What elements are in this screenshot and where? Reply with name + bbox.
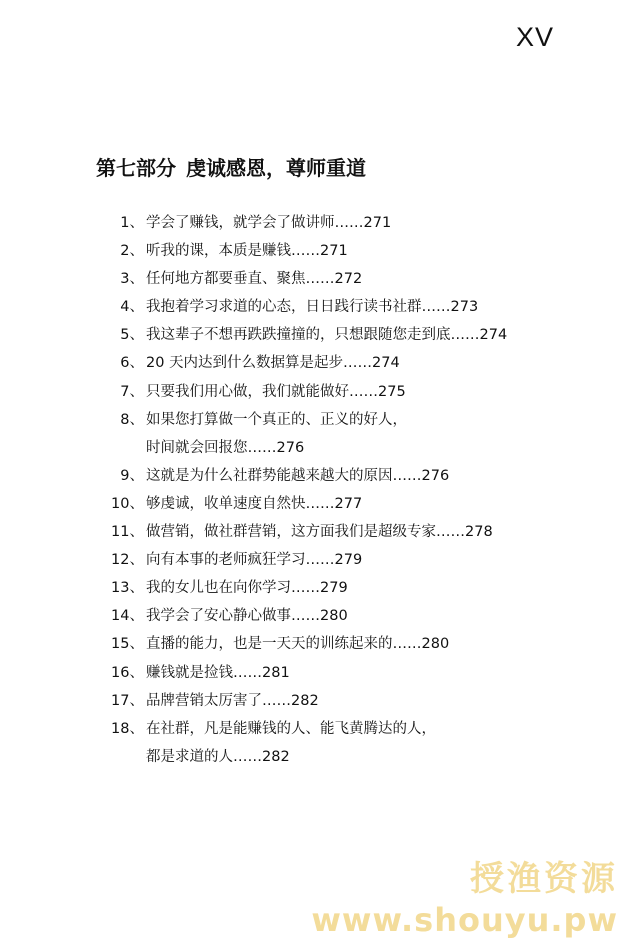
toc-entry-number: 8、 bbox=[120, 411, 144, 428]
toc-entry bbox=[0, 209, 628, 237]
toc-entry-text: 时间就会回报您……276 bbox=[146, 439, 305, 456]
toc-entry-text: 我这辈子不想再跌跌撞撞的，只想跟随您走到底……274 bbox=[146, 327, 508, 344]
section-part: 第七部分 bbox=[96, 156, 176, 180]
toc-entry-text: 都是求道的人……282 bbox=[146, 748, 290, 765]
toc-entry-text: 在社群，凡是能赚钱的人、能飞黄腾达的人， bbox=[146, 720, 436, 737]
toc-entry-text: 这就是为什么社群势能越来越大的原因……276 bbox=[146, 467, 450, 484]
toc-entry-text: 如果您打算做一个真正的、正义的好人， bbox=[146, 411, 407, 428]
toc-entry bbox=[0, 293, 628, 321]
toc-entry-number: 17、 bbox=[111, 692, 144, 709]
toc-entry-number: 3、 bbox=[120, 271, 144, 288]
toc-entry-text: 直播的能力，也是一天天的训练起来的……280 bbox=[146, 636, 450, 653]
toc-entry-text: 任何地方都要垂直、聚焦……272 bbox=[146, 271, 363, 288]
toc-entry-text: 做营销，做社群营销，这方面我们是超级专家……278 bbox=[146, 524, 493, 541]
toc-entry bbox=[0, 406, 628, 434]
toc-entry-number: 15、 bbox=[111, 636, 144, 653]
toc-entry-text: 只要我们用心做，我们就能做好……275 bbox=[146, 383, 406, 400]
toc-entry-number: 10、 bbox=[111, 495, 144, 512]
toc-entry-number: 11、 bbox=[111, 524, 144, 541]
toc-entry-number: 1、 bbox=[120, 215, 144, 231]
toc-entry-text: 20 天内达到什么数据算是起步……274 bbox=[146, 355, 400, 372]
toc-entry bbox=[0, 630, 628, 658]
toc-entry-number: 6、 bbox=[120, 355, 144, 372]
toc-entry-continuation bbox=[0, 743, 628, 771]
toc-entry-text: 品牌营销太厉害了……282 bbox=[146, 692, 319, 709]
watermark-url: www.shouyu.pw bbox=[311, 901, 618, 939]
toc-entry-text: 学会了赚钱，就学会了做讲师……271 bbox=[146, 215, 392, 231]
toc-entry-text: 听我的课，本质是赚钱……271 bbox=[146, 243, 348, 260]
toc-entry-text: 向有本事的老师疯狂学习……279 bbox=[146, 552, 363, 569]
toc-entry bbox=[0, 659, 628, 687]
toc-entry-number: 9、 bbox=[120, 467, 144, 484]
toc-entry bbox=[0, 546, 628, 574]
toc-entry-number: 5、 bbox=[120, 327, 144, 344]
toc-entry-text: 我抱着学习求道的心态，日日践行读书社群……273 bbox=[146, 299, 479, 316]
table-of-contents bbox=[0, 209, 628, 771]
toc-entry-number: 13、 bbox=[111, 580, 144, 597]
page-number: XV bbox=[516, 22, 555, 52]
toc-entry bbox=[0, 490, 628, 518]
toc-entry bbox=[0, 518, 628, 546]
toc-entry bbox=[0, 462, 628, 490]
toc-entry-text: 够虔诚，收单速度自然快……277 bbox=[146, 495, 363, 512]
watermark-title: 授渔资源 bbox=[470, 859, 618, 899]
toc-entry bbox=[0, 602, 628, 630]
section-title bbox=[96, 152, 366, 181]
toc-entry-number: 14、 bbox=[111, 608, 144, 625]
toc-entry-number: 2、 bbox=[120, 243, 144, 260]
toc-entry bbox=[0, 378, 628, 406]
toc-entry-text: 我学会了安心静心做事……280 bbox=[146, 608, 348, 625]
watermark bbox=[311, 858, 618, 940]
toc-entry bbox=[0, 237, 628, 265]
toc-entry bbox=[0, 265, 628, 293]
section-heading: 虔诚感恩，尊师重道 bbox=[186, 156, 366, 180]
toc-entry-text: 我的女儿也在向你学习……279 bbox=[146, 580, 348, 597]
toc-entry bbox=[0, 321, 628, 349]
toc-entry bbox=[0, 574, 628, 602]
toc-entry-number: 16、 bbox=[111, 664, 144, 681]
toc-entry bbox=[0, 687, 628, 715]
toc-entry-number: 4、 bbox=[120, 299, 144, 316]
toc-entry-text: 赚钱就是捡钱……281 bbox=[146, 664, 290, 681]
toc-entry-number: 12、 bbox=[111, 552, 144, 569]
toc-entry bbox=[0, 715, 628, 743]
toc-entry bbox=[0, 349, 628, 377]
toc-entry-number: 18、 bbox=[111, 720, 144, 737]
toc-entry-continuation bbox=[0, 434, 628, 462]
toc-entry-number: 7、 bbox=[120, 383, 144, 400]
